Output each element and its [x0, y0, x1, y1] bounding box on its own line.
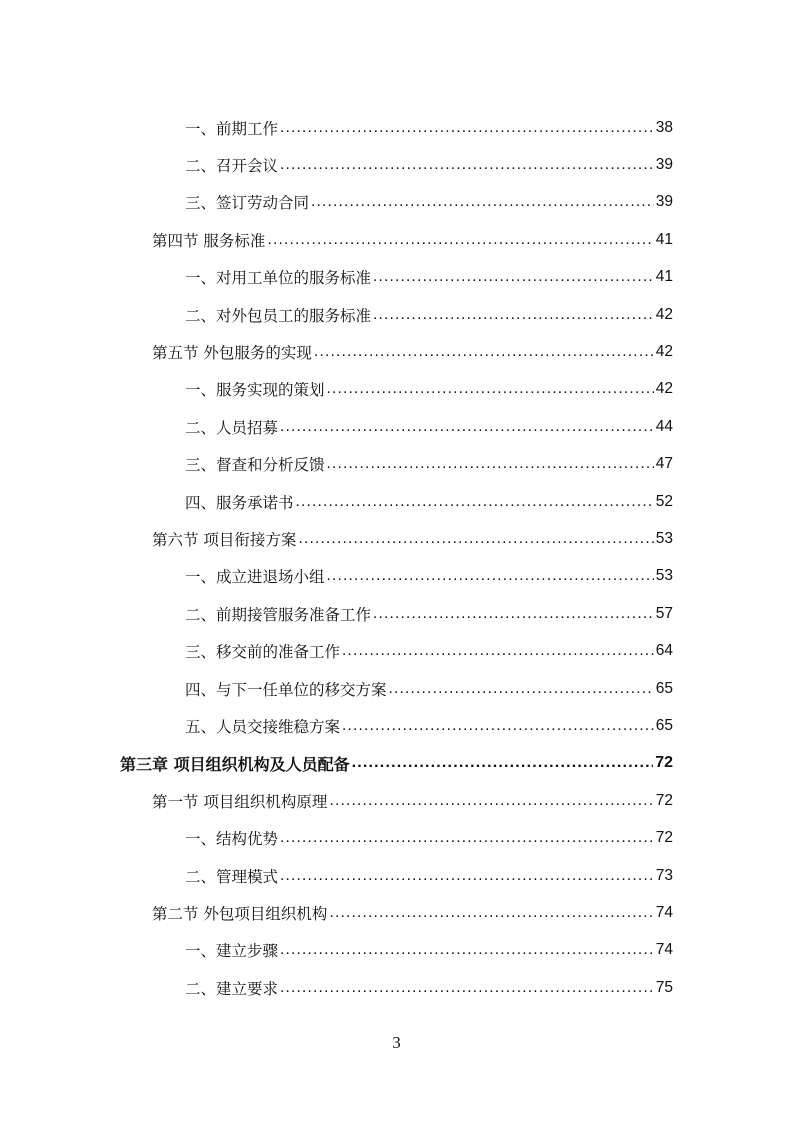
dot-leader: [327, 567, 654, 585]
toc-page-number: 41: [655, 230, 673, 248]
toc-item[interactable]: [0, 109, 793, 146]
dot-leader: [280, 156, 654, 174]
dot-leader: [280, 941, 654, 959]
toc-section[interactable]: [0, 221, 793, 258]
toc-page-number: 39: [655, 156, 673, 174]
toc-item[interactable]: [0, 371, 793, 408]
toc-page-number: 53: [655, 529, 673, 547]
dot-leader: [373, 268, 654, 286]
toc-page-number: 42: [655, 380, 673, 398]
dot-leader: [280, 119, 654, 137]
dot-leader: [267, 231, 653, 249]
dot-leader: [280, 867, 654, 885]
toc-title: 四、服务承诺书: [185, 493, 294, 512]
toc-item[interactable]: [0, 857, 793, 894]
toc-title: 二、建立要求: [185, 979, 279, 998]
toc-title: 一、前期工作: [185, 119, 279, 138]
toc-page-number: 47: [655, 455, 673, 473]
toc-item[interactable]: [0, 558, 793, 595]
toc-page-number: 44: [655, 417, 673, 435]
toc-title: 二、前期接管服务准备工作: [185, 605, 372, 624]
dot-leader: [280, 829, 654, 847]
dot-leader: [280, 418, 654, 436]
toc-page-number: 52: [655, 492, 673, 510]
toc-page-number: 53: [655, 567, 673, 585]
toc-page-number: 38: [655, 118, 673, 136]
toc-title: 二、对外包员工的服务标准: [185, 306, 372, 325]
dot-leader: [373, 605, 654, 623]
dot-leader: [329, 792, 653, 810]
dot-leader: [311, 193, 654, 211]
toc-item[interactable]: [0, 446, 793, 483]
toc-page-number: 75: [655, 978, 673, 996]
toc-page-number: 72: [655, 791, 673, 809]
dot-leader: [389, 680, 654, 698]
toc-page-number: 39: [655, 193, 673, 211]
toc-section[interactable]: [0, 782, 793, 819]
toc-section[interactable]: [0, 520, 793, 557]
dot-leader: [342, 717, 654, 735]
dot-leader: [329, 904, 653, 922]
dot-leader: [298, 530, 653, 548]
toc-title: 一、成立进退场小组: [185, 568, 325, 587]
toc-title: 第二节 外包项目组织机构: [152, 904, 328, 923]
toc-item[interactable]: [0, 932, 793, 969]
toc-title: 三、移交前的准备工作: [185, 643, 341, 662]
toc-title: 二、管理模式: [185, 867, 279, 886]
toc-page-number: 74: [655, 941, 673, 959]
toc-title: 第一节 项目组织机构原理: [152, 792, 328, 811]
toc-title: 一、对用工单位的服务标准: [185, 269, 372, 288]
toc-title: 五、人员交接维稳方案: [185, 717, 341, 736]
dot-leader: [327, 380, 654, 398]
toc-title: 第五节 外包服务的实现: [152, 344, 312, 363]
toc-item[interactable]: [0, 296, 793, 333]
toc-item[interactable]: [0, 146, 793, 183]
toc-item[interactable]: [0, 969, 793, 1006]
toc-item[interactable]: [0, 707, 793, 744]
toc-title: 一、服务实现的策划: [185, 381, 325, 400]
toc-item[interactable]: [0, 408, 793, 445]
toc-page-number: 64: [655, 642, 673, 660]
toc-section[interactable]: [0, 333, 793, 370]
toc-title: 三、督查和分析反馈: [185, 456, 325, 475]
toc-item[interactable]: [0, 819, 793, 856]
toc-title: 第六节 项目衔接方案: [152, 530, 297, 549]
toc-page-number: 65: [655, 679, 673, 697]
dot-leader: [373, 306, 654, 324]
table-of-contents: [0, 109, 793, 1006]
toc-title: 一、建立步骤: [185, 942, 279, 961]
toc-title: 第三章 项目组织机构及人员配备: [120, 754, 350, 774]
toc-title: 二、人员招募: [185, 418, 279, 437]
toc-page-number: 73: [655, 866, 673, 884]
dot-leader: [314, 343, 654, 361]
toc-page-number: 41: [655, 268, 673, 286]
page-number: 3: [392, 1033, 401, 1052]
toc-title: 第四节 服务标准: [152, 231, 266, 250]
toc-page-number: 72: [655, 829, 673, 847]
toc-page-number: 42: [655, 343, 673, 361]
dot-leader: [280, 979, 654, 997]
dot-leader: [327, 455, 654, 473]
toc-item[interactable]: [0, 670, 793, 707]
toc-item[interactable]: [0, 483, 793, 520]
toc-page-number: 65: [655, 716, 673, 734]
dot-leader: [352, 754, 654, 772]
toc-item[interactable]: [0, 259, 793, 296]
toc-page-number: 74: [655, 903, 673, 921]
toc-item[interactable]: [0, 184, 793, 221]
toc-title: 四、与下一任单位的移交方案: [185, 680, 387, 699]
toc-item[interactable]: [0, 632, 793, 669]
toc-title: 二、召开会议: [185, 157, 279, 176]
dot-leader: [296, 493, 654, 511]
toc-page-number: 42: [655, 305, 673, 323]
toc-page-number: 72: [655, 754, 673, 772]
toc-title: 一、结构优势: [185, 830, 279, 849]
dot-leader: [342, 642, 654, 660]
toc-item[interactable]: [0, 595, 793, 632]
toc-chapter[interactable]: [0, 745, 793, 782]
toc-page-number: 57: [655, 604, 673, 622]
toc-title: 三、签订劳动合同: [185, 194, 310, 213]
toc-section[interactable]: [0, 894, 793, 931]
